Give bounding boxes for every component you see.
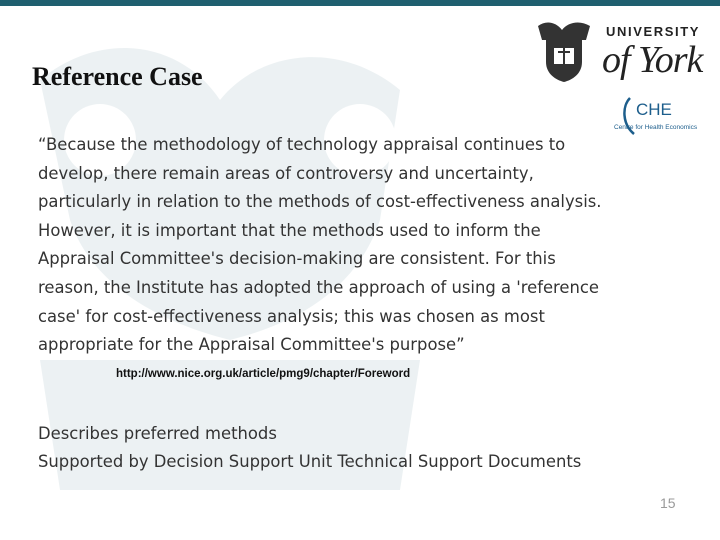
york-university-word: UNIVERSITY <box>606 24 701 39</box>
bullet-list <box>38 420 581 476</box>
che-subtitle: Centre for Health Economics <box>614 124 698 131</box>
york-name-word: of York <box>602 39 703 81</box>
bullet-item: Supported by Decision Support Unit Technical Support Documents <box>38 452 582 471</box>
page-number: 15 <box>660 495 676 511</box>
che-wordmark: CHE <box>636 100 672 119</box>
york-crest-icon <box>532 18 596 84</box>
che-logo <box>612 94 698 142</box>
top-accent-bar <box>0 0 720 6</box>
source-link[interactable]: http://www.nice.org.uk/article/pmg9/chapter/Foreword <box>116 368 411 380</box>
bullet-item: Describes preferred methods <box>38 424 277 443</box>
slide-title: Reference Case <box>32 62 203 91</box>
university-of-york-logo <box>532 18 712 88</box>
quote-paragraph: “Because the methodology of technology appraisal continues to develop, there remain areas of controversy and uncertainty, particularly in relation to the methods of cost-effectiveness analysis. However, it is important that the methods used to inform the Appraisal Committee's decision-making are consistent. For this reason, the Institute has adopted the approach of using a 'reference case' for cost-effectiveness analysis; this was chosen as most appropriate for the Appraisal Committee's purpose” <box>38 135 602 355</box>
